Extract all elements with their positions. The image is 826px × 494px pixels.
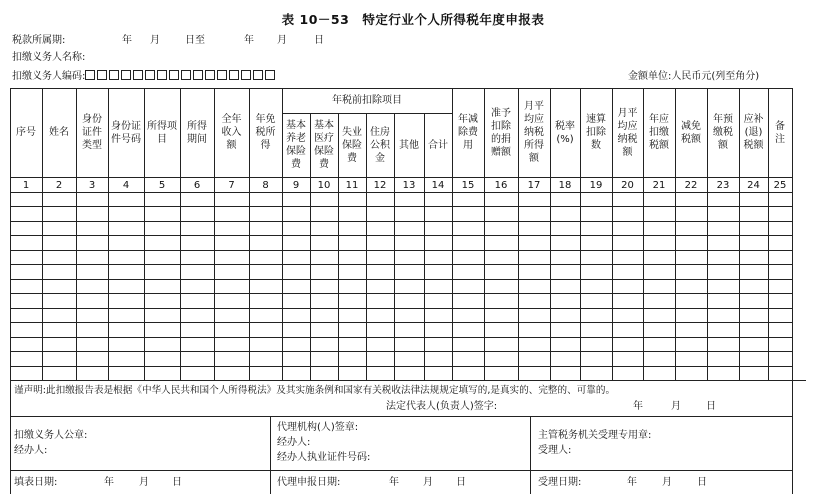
column-line [42,88,43,380]
agent-handler-label: 经办人: [277,437,311,448]
code-digit-box[interactable] [217,70,227,80]
receive-date-label: 受理日期: [538,477,582,488]
receive-date-year: 年 [627,477,637,488]
column-line [424,113,425,380]
column-header: 身份证件号码 [111,120,141,145]
legal-rep-label: 法定代表人(负责人)签字: [386,401,498,412]
period-year-end: 年 [244,35,254,46]
column-line [214,88,215,380]
withholder-code-row [12,70,277,82]
withholder-name-label: 扣缴义务人名称: [12,52,86,63]
column-line [768,88,769,380]
column-header: 姓名 [49,127,69,138]
agent-date-year: 年 [389,477,399,488]
code-digit-box[interactable] [205,70,215,80]
column-number: 22 [684,180,698,191]
decl-year: 年 [633,401,643,412]
column-number: 20 [621,180,634,191]
column-line [707,88,708,380]
column-line [394,113,395,380]
column-header: 备注 [775,120,785,145]
tax-office-seal-label: 主管税务机关受理专用章: [538,430,652,441]
code-digit-box[interactable] [169,70,179,80]
receiver-label: 受理人: [538,445,572,456]
column-number: 2 [55,180,63,191]
column-header: 合计 [428,139,448,151]
column-number: 16 [494,180,508,191]
column-header: 身份证件类型 [82,114,102,151]
column-number: 17 [527,180,541,191]
column-line [518,88,519,380]
agent-seal-label: 代理机构(人)签章: [277,422,359,433]
column-header: 所得项目 [147,120,177,145]
column-line [484,88,485,380]
column-number: 21 [652,180,666,191]
code-digit-box[interactable] [133,70,143,80]
column-header: 年减除费用 [458,114,478,151]
table-border-bottom [10,380,806,381]
period-day-end: 日 [314,35,324,46]
column-header: 失业保险费 [342,126,362,164]
column-number: 13 [402,180,416,191]
code-digit-box[interactable] [121,70,131,80]
agent-date-label: 代理申报日期: [277,477,341,488]
column-header: 年预缴税额 [713,114,733,151]
column-line [249,88,250,380]
column-header: 速算扣除数 [586,114,606,151]
period-day-to: 日至 [185,35,205,46]
footer-divider [270,416,271,494]
handler-label: 经办人: [14,445,48,456]
footer-divider [530,416,531,494]
code-digit-box[interactable] [157,70,167,80]
code-digit-box[interactable] [109,70,119,80]
column-header: 基本养老保险费 [286,120,306,170]
column-number: 19 [589,180,603,191]
column-line [550,88,551,380]
code-digit-box[interactable] [193,70,203,80]
column-number: 1 [22,180,30,191]
column-number: 12 [373,180,387,191]
column-header: 其他 [399,139,419,151]
agent-date-month: 月 [423,477,433,488]
column-number: 18 [558,180,572,191]
decl-day: 日 [706,401,716,412]
column-line [144,88,145,380]
form-title: 表 10－53 特定行业个人所得税年度申报表 [281,12,545,27]
table-border-side [10,88,11,380]
column-number: 10 [317,180,331,191]
period-year-start: 年 [122,35,132,46]
column-header: 应补(退)税额 [743,114,764,151]
footer-border-right [792,380,793,494]
period-month-start: 月 [150,35,160,46]
column-number: 15 [461,180,475,191]
withholder-seal-label: 扣缴义务人公章: [14,430,88,441]
footer-top-rule [10,416,792,417]
table-border-side [792,88,793,380]
column-line [612,88,613,380]
agent-cert-label: 经办人执业证件号码: [277,452,371,463]
decl-month: 月 [671,401,681,412]
column-line [366,113,367,380]
withholder-code-boxes[interactable] [85,71,277,82]
column-header: 税率(%) [555,120,575,145]
footer-border-left [10,380,11,494]
column-line [739,88,740,380]
column-line [310,113,311,380]
column-line [108,88,109,380]
code-digit-box[interactable] [85,70,95,80]
column-line [76,88,77,380]
column-header: 年免税所得 [255,114,276,151]
receive-date-day: 日 [697,477,707,488]
fill-date-month: 月 [139,477,149,488]
code-digit-box[interactable] [97,70,107,80]
footer-date-rule [10,470,792,471]
deduction-group-header: 年税前扣除项目 [332,95,402,106]
column-line [643,88,644,380]
code-digit-box[interactable] [265,70,275,80]
column-number: 14 [431,180,445,191]
column-number: 9 [292,180,300,191]
column-header: 减免税额 [681,120,701,145]
column-number: 4 [122,180,130,191]
agent-date-day: 日 [456,477,466,488]
column-header: 基本医疗保险费 [314,120,334,170]
code-digit-box[interactable] [145,70,155,80]
column-line [452,88,453,380]
code-digit-box[interactable] [253,70,263,80]
period-month-end: 月 [277,35,287,46]
receive-date-month: 月 [662,477,672,488]
column-header: 准予扣除的捐赠额 [491,107,511,158]
column-line [282,88,283,380]
column-header: 序号 [16,127,36,138]
declaration-text: 谨声明:此扣缴报告表是根据《中华人民共和国个人所得税法》及其实施条例和国家有关税收法律法规规定填写的,是真实的、完整的、可靠的。 [14,385,616,396]
code-digit-box[interactable] [181,70,191,80]
column-number: 5 [158,180,166,191]
column-number: 24 [747,180,760,191]
column-line [180,88,181,380]
column-number: 25 [773,180,787,191]
column-number: 23 [716,180,730,191]
withholder-code-label: 扣缴义务人编码: [12,71,86,82]
code-digit-box[interactable] [229,70,239,80]
currency-note: 金额单位:人民币元(列至角分) [628,71,760,82]
column-number: 6 [193,180,201,191]
column-number: 3 [88,180,96,191]
column-line [675,88,676,380]
column-header: 全年收入额 [221,114,242,151]
column-header: 住房公积金 [370,126,390,164]
column-line [338,113,339,380]
column-number: 7 [228,180,235,191]
fill-date-day: 日 [172,477,182,488]
column-line [580,88,581,380]
fill-date-year: 年 [104,477,114,488]
column-number: 11 [345,180,359,191]
column-header: 月平均应纳税额 [617,107,638,158]
column-header: 月平均应纳税所得额 [524,101,544,164]
column-number: 8 [262,180,269,191]
column-header: 年应扣缴税额 [649,114,669,151]
code-digit-box[interactable] [241,70,251,80]
column-header: 所得期间 [187,120,207,145]
period-label: 税款所属期: [12,35,66,46]
fill-date-label: 填表日期: [14,477,58,488]
